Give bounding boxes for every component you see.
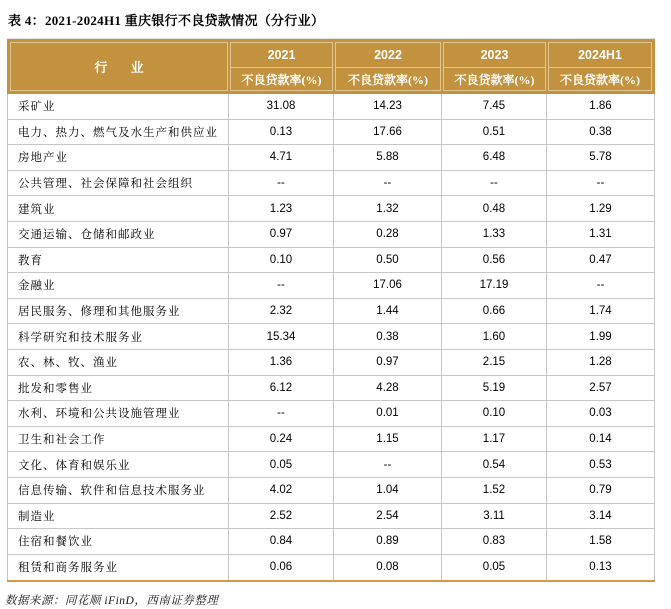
industry-cell: 文化、体育和娱乐业: [7, 452, 229, 477]
value-cell: 5.78: [547, 145, 655, 170]
value-cell: 1.17: [442, 427, 547, 452]
value-cell: 0.05: [229, 452, 334, 477]
year-header-2021: 2021: [230, 42, 333, 67]
value-cell: 0.13: [547, 555, 655, 581]
value-cell: 0.01: [334, 401, 442, 426]
value-cell: 6.48: [442, 145, 547, 170]
industry-cell: 采矿业: [7, 94, 229, 119]
industry-cell: 科学研究和技术服务业: [7, 324, 229, 349]
industry-header-cell: 行 业: [10, 42, 228, 91]
industry-cell: 租赁和商务服务业: [7, 555, 229, 581]
value-cell: 2.32: [229, 299, 334, 324]
table-row: [7, 401, 655, 427]
value-cell: 6.12: [229, 376, 334, 401]
table-row: [7, 145, 655, 171]
value-cell: 1.23: [229, 196, 334, 221]
value-cell: 0.10: [442, 401, 547, 426]
value-cell: 0.14: [547, 427, 655, 452]
value-cell: 0.50: [334, 248, 442, 273]
value-cell: 0.10: [229, 248, 334, 273]
value-cell: 17.66: [334, 120, 442, 145]
metric-header-cell: 不良贷款率(%): [230, 67, 333, 91]
value-cell: 1.52: [442, 478, 547, 503]
industry-cell: 建筑业: [7, 196, 229, 221]
value-cell: 31.08: [229, 94, 334, 119]
value-cell: 0.13: [229, 120, 334, 145]
value-cell: 0.06: [229, 555, 334, 581]
year-header-2022: 2022: [335, 42, 441, 67]
value-cell: 2.52: [229, 504, 334, 529]
value-cell: 1.60: [442, 324, 547, 349]
value-cell: 0.97: [334, 350, 442, 375]
value-cell: --: [229, 171, 334, 196]
table-row: [7, 171, 655, 197]
value-cell: --: [547, 273, 655, 298]
value-cell: --: [547, 171, 655, 196]
value-cell: 0.56: [442, 248, 547, 273]
industry-cell: 水利、环境和公共设施管理业: [7, 401, 229, 426]
value-cell: 17.06: [334, 273, 442, 298]
value-cell: 2.15: [442, 350, 547, 375]
value-cell: 1.31: [547, 222, 655, 247]
industry-cell: 房地产业: [7, 145, 229, 170]
value-cell: 0.53: [547, 452, 655, 477]
metric-header-cell: 不良贷款率(%): [443, 67, 546, 91]
value-cell: 0.08: [334, 555, 442, 581]
table-body: [7, 94, 655, 582]
value-cell: 3.11: [442, 504, 547, 529]
year-header-2024h1: 2024H1: [548, 42, 652, 67]
table-row: [7, 120, 655, 146]
page-title: 表 4：2021-2024H1 重庆银行不良贷款情况（分行业）: [8, 13, 325, 28]
industry-cell: 教育: [7, 248, 229, 273]
value-cell: 0.38: [547, 120, 655, 145]
value-cell: 14.23: [334, 94, 442, 119]
metric-header-cell: 不良贷款率(%): [335, 67, 441, 91]
value-cell: 1.33: [442, 222, 547, 247]
npl-table: [7, 38, 655, 582]
value-cell: 1.44: [334, 299, 442, 324]
metric-header-cell: 不良贷款率(%): [548, 67, 652, 91]
table-row: [7, 94, 655, 120]
value-cell: --: [229, 273, 334, 298]
table-row: [7, 196, 655, 222]
value-cell: 0.83: [442, 529, 547, 554]
value-cell: --: [229, 401, 334, 426]
value-cell: --: [442, 171, 547, 196]
value-cell: 1.99: [547, 324, 655, 349]
value-cell: 0.28: [334, 222, 442, 247]
value-cell: 0.24: [229, 427, 334, 452]
value-cell: 1.36: [229, 350, 334, 375]
table-row: [7, 222, 655, 248]
industry-cell: 住宿和餐饮业: [7, 529, 229, 554]
table-row: [7, 452, 655, 478]
value-cell: 0.51: [442, 120, 547, 145]
table-row: [7, 248, 655, 274]
industry-cell: 制造业: [7, 504, 229, 529]
table-row: [7, 299, 655, 325]
value-cell: 0.05: [442, 555, 547, 581]
value-cell: 1.04: [334, 478, 442, 503]
value-cell: 1.29: [547, 196, 655, 221]
value-cell: 1.74: [547, 299, 655, 324]
table-row: [7, 504, 655, 530]
value-cell: 5.19: [442, 376, 547, 401]
value-cell: 1.86: [547, 94, 655, 119]
value-cell: 3.14: [547, 504, 655, 529]
source-note: 数据来源：同花顺 iFinD，西南证券整理: [5, 595, 219, 608]
value-cell: 0.03: [547, 401, 655, 426]
industry-cell: 电力、热力、燃气及水生产和供应业: [7, 120, 229, 145]
industry-cell: 居民服务、修理和其他服务业: [7, 299, 229, 324]
value-cell: 0.48: [442, 196, 547, 221]
value-cell: 4.02: [229, 478, 334, 503]
value-cell: 2.57: [547, 376, 655, 401]
table-row: [7, 273, 655, 299]
value-cell: 0.54: [442, 452, 547, 477]
value-cell: 2.54: [334, 504, 442, 529]
value-cell: 1.32: [334, 196, 442, 221]
value-cell: 4.28: [334, 376, 442, 401]
table-row: [7, 427, 655, 453]
industry-cell: 卫生和社会工作: [7, 427, 229, 452]
value-cell: 4.71: [229, 145, 334, 170]
industry-cell: 交通运输、仓储和邮政业: [7, 222, 229, 247]
value-cell: 5.88: [334, 145, 442, 170]
value-cell: 0.79: [547, 478, 655, 503]
value-cell: 17.19: [442, 273, 547, 298]
value-cell: 7.45: [442, 94, 547, 119]
value-cell: 0.97: [229, 222, 334, 247]
industry-cell: 金融业: [7, 273, 229, 298]
value-cell: 1.28: [547, 350, 655, 375]
value-cell: 1.15: [334, 427, 442, 452]
value-cell: 0.38: [334, 324, 442, 349]
value-cell: --: [334, 171, 442, 196]
table-row: [7, 350, 655, 376]
table-header: [7, 38, 655, 94]
value-cell: 0.47: [547, 248, 655, 273]
value-cell: 15.34: [229, 324, 334, 349]
year-header-2023: 2023: [443, 42, 546, 67]
value-cell: 0.89: [334, 529, 442, 554]
value-cell: 0.66: [442, 299, 547, 324]
value-cell: 0.84: [229, 529, 334, 554]
industry-cell: 批发和零售业: [7, 376, 229, 401]
industry-cell: 信息传输、软件和信息技术服务业: [7, 478, 229, 503]
table-row: [7, 324, 655, 350]
industry-cell: 公共管理、社会保障和社会组织: [7, 171, 229, 196]
industry-cell: 农、林、牧、渔业: [7, 350, 229, 375]
value-cell: --: [334, 452, 442, 477]
table-row: [7, 529, 655, 555]
table-row: [7, 376, 655, 402]
table-row: [7, 555, 655, 581]
table-row: [7, 478, 655, 504]
value-cell: 1.58: [547, 529, 655, 554]
